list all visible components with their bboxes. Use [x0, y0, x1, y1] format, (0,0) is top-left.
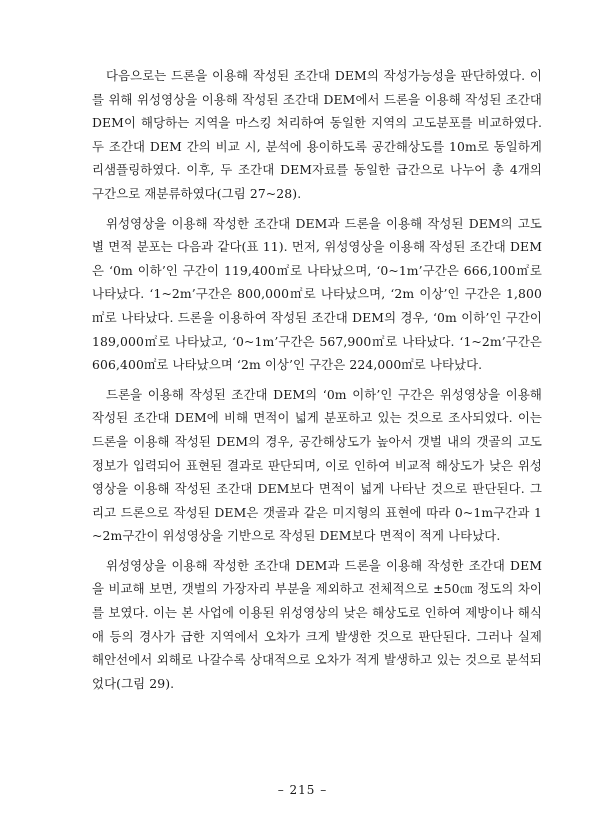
paragraph-error-analysis: 위성영상을 이용해 작성한 조간대 DEM과 드론을 이용해 작성한 조간대 DEM을 비교해 보면, 갯벌의 가장자리 부분을 제외하고 전체적으로 ±50㎝ 정도의 차이를 보였다. 이는 본 사업에 이용된 위성영상의 낮은 해상도로 인하여 제방이나 해식애 등의 경사가 급한 지역에서 오차가 크게 발생한 것으로 판단된다. 그러나 실제 해안선에서 외해로 나갈수록 상대적으로 오차가 적게 발생하고 있는 것으로 분석되었다(그림 29). [92, 557, 542, 691]
paragraph-area-distribution: 위성영상을 이용해 작성한 조간대 DEM과 드론을 이용해 작성된 DEM의 고도별 면적 분포는 다음과 같다(표 11). 먼저, 위성영상을 이용해 작성된 조간대 DEM은 ‘0m 이하’인 구간이 119,400㎡로 나타났으며, ‘0~1m’구간은 666,100㎡로 나타났다. ‘1~2m’구간은 800,000㎡로 나타났으며, ‘2m 이상’인 구간은 1,800㎡로 나타났다. 드론을 이용하여 작성된 조간대 DEM의 경우, ‘0m 이하’인 구간이 189,000㎡로 나타났고, ‘0~1m’구간은 567,900㎡로 나타났다. ‘1~2m’구간은 606,400㎡로 나타났으며 ‘2m 이상’인 구간은 224,000㎡로 나타났다. [92, 215, 542, 373]
paragraph-below-zero-comparison: 드론을 이용해 작성된 조간대 DEM의 ‘0m 이하’인 구간은 위성영상을 이용해 작성된 조간대 DEM에 비해 면적이 넓게 분포하고 있는 것으로 조사되었다. 이는 드론을 이용해 작성된 DEM의 경우, 공간해상도가 높아서 갯벌 내의 갯골의 고도정보가 입력되어 표현된 결과로 판단되며, 이로 인하여 비교적 해상도가 낮은 위성영상을 이용해 작성된 조간대 DEM보다 면적이 넓게 나타난 것으로 판단된다. 그리고 드론으로 작성된 DEM은 갯골과 같은 미지형의 표현에 따라 0~1m구간과 1~2m구간이 위성영상을 기반으로 작성된 DEM보다 면적이 적게 나타났다. [92, 386, 542, 544]
page-number: – 215 – [277, 783, 328, 797]
document-body [92, 64, 542, 701]
paragraph-dem-feasibility: 다음으로는 드론을 이용해 작성된 조간대 DEM의 작성가능성을 판단하였다. 이를 위해 위성영상을 이용해 작성된 조간대 DEM에서 드론을 이용해 작성된 조간대 DEM이 해당하는 지역을 마스킹 처리하여 동일한 지역의 고도분포를 비교하였다. 두 조간대 DEM 간의 비교 시, 분석에 용이하도록 공간해상도를 10m로 동일하게 리샘플링하였다. 이후, 두 조간대 DEM자료를 동일한 급간으로 나누어 총 4개의 구간으로 재분류하였다(그림 27~28). [92, 68, 542, 201]
